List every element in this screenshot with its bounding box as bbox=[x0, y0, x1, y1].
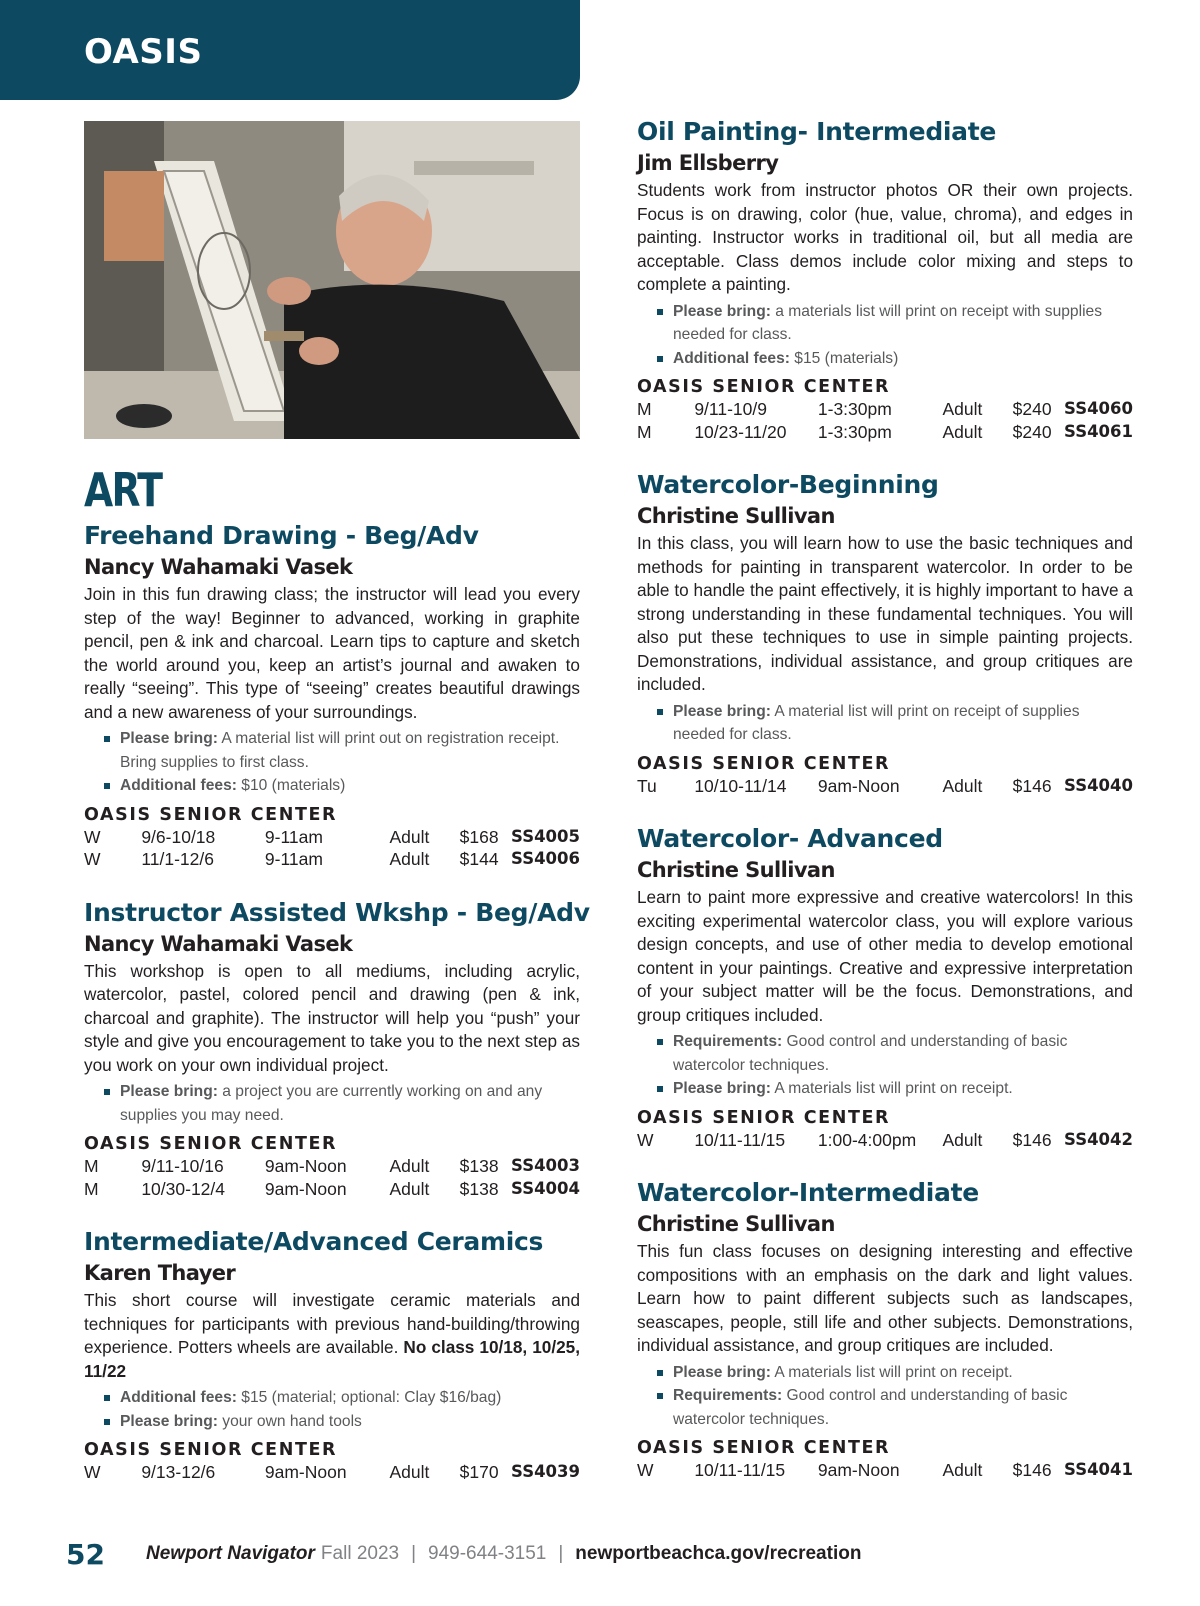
schedule-fee: $170 bbox=[459, 1462, 499, 1482]
course-title: Instructor Assisted Wkshp - Beg/Adv bbox=[84, 897, 590, 927]
schedule-day: M bbox=[637, 399, 652, 419]
schedule-age: Adult bbox=[942, 1460, 983, 1480]
course-code: SS4042 bbox=[1064, 1129, 1133, 1149]
note-text: A materials list will print on receipt. bbox=[770, 1363, 1013, 1381]
course-title: Watercolor- Advanced bbox=[637, 824, 943, 853]
location-name: OASIS SENIOR CENTER bbox=[84, 804, 338, 825]
schedule-row bbox=[84, 1178, 580, 1201]
course-intermediate-advanced-ceramics bbox=[84, 1226, 580, 1484]
schedule-day: Tu bbox=[637, 775, 657, 796]
note-item bbox=[104, 1080, 580, 1127]
website-link[interactable]: newportbeachca.gov/recreation bbox=[575, 1543, 862, 1564]
instructor-name: Christine Sullivan bbox=[637, 504, 835, 528]
schedule-dates: 9/6-10/18 bbox=[141, 826, 216, 847]
location-name: OASIS SENIOR CENTER bbox=[637, 1438, 891, 1458]
instructor-name: Christine Sullivan bbox=[637, 858, 835, 882]
location-name: OASIS SENIOR CENTER bbox=[637, 1107, 891, 1128]
schedule-day: M bbox=[637, 421, 652, 442]
course-description: This fun class focuses on designing interesting and effective compositions with an emphasis on the dark and light values. Learn how to paint different subjects such as landscapes, seascapes, people, still life and other subjects. Demonstrations, individual assistance, and group critiques are included. bbox=[637, 1241, 1133, 1355]
course-code: SS4060 bbox=[1064, 399, 1133, 418]
note-item bbox=[657, 1077, 1133, 1101]
course-notes bbox=[657, 1030, 1133, 1101]
publication-season: Fall 2023 bbox=[320, 1543, 400, 1564]
instructor-name: Christine Sullivan bbox=[637, 1212, 835, 1236]
schedule-fee: $146 bbox=[1012, 775, 1052, 796]
note-text: A material list will print on receipt of supplies needed for class. bbox=[673, 702, 1080, 743]
schedule-age: Adult bbox=[389, 1462, 430, 1482]
note-label: Additional fees: bbox=[673, 349, 790, 367]
schedule-time: 9am-Noon bbox=[264, 1156, 347, 1176]
note-text: your own hand tools bbox=[217, 1412, 362, 1430]
note-text: a project you are currently working on and any supplies you may need. bbox=[120, 1083, 543, 1124]
note-item bbox=[657, 1030, 1133, 1077]
course-watercolor-beginning bbox=[637, 469, 1133, 797]
schedule-age: Adult bbox=[942, 399, 983, 419]
note-label: Please bring: bbox=[673, 1363, 771, 1381]
section-header-tab bbox=[0, 0, 580, 100]
course-description: Join in this fun drawing class; the instructor will lead you every step of the way! Beginner to advanced, working in graphite pencil, pen & ink and charcoal. Learn tips to capture and sketch the world around you, keep an artist’s journal and awaken to really “seeing”. This type of “seeing” creates beautiful drawings and a new awareness of your surroundings. bbox=[84, 584, 580, 722]
note-text: A material list will print out on registration receipt. Bring supplies to first class. bbox=[120, 730, 560, 771]
note-item bbox=[657, 347, 1133, 371]
schedule-time: 1-3:30pm bbox=[817, 399, 892, 419]
schedule-fee: $240 bbox=[1012, 421, 1052, 442]
left-column bbox=[84, 463, 590, 1510]
course-notes bbox=[104, 1080, 580, 1127]
note-label: Please bring: bbox=[673, 1080, 771, 1097]
course-oil-painting-intermediate bbox=[637, 116, 1133, 443]
note-label: Requirements: bbox=[673, 1033, 783, 1050]
course-code: SS4004 bbox=[511, 1178, 580, 1198]
art-class-photo bbox=[84, 121, 580, 439]
schedule-day: W bbox=[84, 1462, 101, 1482]
schedule-row bbox=[84, 1461, 580, 1484]
schedule-row bbox=[84, 848, 580, 871]
course-description: Students work from instructor photos OR their own projects. Focus is on drawing, color (hue, value, chroma), and edges in painting. Instructor works in traditional oil, but all media are acceptable. Class demos include color mixing and steps to complete a painting. bbox=[637, 180, 1133, 294]
course-notes bbox=[657, 700, 1133, 747]
schedule-row bbox=[84, 826, 580, 849]
course-freehand-drawing bbox=[84, 520, 580, 871]
schedule-age: Adult bbox=[942, 775, 983, 796]
schedule-day: W bbox=[637, 1129, 654, 1150]
note-item bbox=[657, 700, 1133, 747]
schedule-day: M bbox=[84, 1178, 99, 1199]
note-text: $15 (materials) bbox=[789, 349, 899, 367]
course-code: SS4005 bbox=[511, 826, 580, 846]
note-label: Please bring: bbox=[673, 302, 771, 320]
schedule-dates: 11/1-12/6 bbox=[141, 849, 214, 869]
schedule-dates: 9/11-10/16 bbox=[141, 1156, 224, 1176]
location-name: OASIS SENIOR CENTER bbox=[637, 753, 891, 774]
schedule-time: 9am-Noon bbox=[264, 1462, 347, 1482]
note-item bbox=[104, 1410, 580, 1434]
note-label: Please bring: bbox=[673, 702, 771, 720]
note-text: Good control and understanding of basic watercolor techniques. bbox=[673, 1387, 1068, 1428]
course-description bbox=[84, 1289, 580, 1383]
location-name: OASIS SENIOR CENTER bbox=[84, 1134, 338, 1154]
schedule-dates: 9/11-10/9 bbox=[694, 399, 767, 419]
note-item bbox=[104, 727, 580, 774]
schedule-dates: 10/11-11/15 bbox=[694, 1129, 786, 1150]
location-name: OASIS SENIOR CENTER bbox=[84, 1440, 338, 1460]
course-code: SS4041 bbox=[1064, 1460, 1133, 1479]
note-label: Please bring: bbox=[120, 730, 218, 747]
note-text: a materials list will print on receipt with supplies needed for class. bbox=[673, 302, 1103, 343]
course-code: SS4006 bbox=[511, 849, 580, 868]
right-column bbox=[637, 116, 1133, 1508]
schedule-dates: 10/10-11/14 bbox=[694, 775, 787, 796]
instructor-name: Jim Ellsberry bbox=[637, 151, 779, 175]
course-description: This workshop is open to all mediums, including acrylic, watercolor, pastel, colored pencil and drawing (pen & ink, charcoal and graphite). The instructor will help you “push” your style and give you encouragement to take you to the next step as you work on your own individual project. bbox=[84, 960, 580, 1075]
schedule-age: Adult bbox=[942, 1129, 983, 1150]
schedule-fee: $168 bbox=[459, 826, 499, 847]
course-title: Intermediate/Advanced Ceramics bbox=[84, 1227, 544, 1256]
schedule-time: 9am-Noon bbox=[264, 1178, 347, 1199]
instructor-name: Nancy Wahamaki Vasek bbox=[84, 931, 353, 956]
publication-name: Newport Navigator bbox=[146, 1543, 315, 1564]
schedule-dates: 9/13-12/6 bbox=[141, 1462, 216, 1482]
note-item bbox=[657, 1361, 1133, 1385]
schedule-row bbox=[84, 1155, 580, 1178]
section-title: OASIS bbox=[84, 32, 203, 72]
schedule-time: 9-11am bbox=[264, 849, 323, 869]
note-item bbox=[657, 300, 1133, 347]
instructor-name: Karen Thayer bbox=[84, 1261, 236, 1285]
schedule-time: 9am-Noon bbox=[817, 1460, 900, 1480]
schedule-dates: 10/30-12/4 bbox=[141, 1178, 226, 1199]
location-name: OASIS SENIOR CENTER bbox=[637, 377, 891, 397]
course-title: Watercolor-Intermediate bbox=[637, 1178, 979, 1207]
note-item bbox=[657, 1384, 1133, 1431]
art-class-photo-illustration bbox=[84, 121, 580, 439]
schedule-fee: $240 bbox=[1012, 399, 1052, 419]
course-code: SS4061 bbox=[1064, 421, 1133, 441]
schedule-day: W bbox=[637, 1460, 654, 1480]
note-text: $10 (materials) bbox=[236, 777, 346, 794]
course-code: SS4040 bbox=[1064, 775, 1133, 795]
schedule-day: W bbox=[84, 849, 101, 869]
schedule-row bbox=[637, 398, 1133, 421]
schedule-fee: $144 bbox=[459, 849, 499, 869]
course-title: Watercolor-Beginning bbox=[637, 470, 939, 499]
course-code: SS4039 bbox=[511, 1462, 580, 1481]
schedule-row bbox=[637, 775, 1133, 798]
course-notes bbox=[657, 1361, 1133, 1432]
schedule-fee: $138 bbox=[459, 1178, 499, 1199]
note-text: Good control and understanding of basic watercolor techniques. bbox=[673, 1033, 1068, 1074]
page-number: 52 bbox=[66, 1537, 105, 1571]
schedule-row bbox=[637, 421, 1133, 444]
schedule-day: M bbox=[84, 1156, 99, 1176]
note-label: Additional fees: bbox=[120, 1389, 237, 1406]
schedule-time: 9-11am bbox=[264, 826, 323, 847]
schedule-row bbox=[637, 1129, 1133, 1152]
course-description: In this class, you will learn how to use the basic techniques and methods for painting in transparent watercolor. In order to be able to handle the paint effectively, it is highly important to have a strong understanding in these fundamental techniques. You will also put these techniques to use in simple painting projects. Demonstrations, individual assistance, and group critiques are included. bbox=[637, 533, 1133, 694]
schedule-time: 9am-Noon bbox=[817, 775, 900, 796]
description-text: This short course will investigate ceramic materials and techniques for participants with previous hand-building/throwing experience. Potters wheels are available. bbox=[84, 1290, 580, 1357]
instructor-name: Nancy Wahamaki Vasek bbox=[84, 555, 353, 579]
footer-separator: | bbox=[411, 1543, 417, 1564]
note-label: Please bring: bbox=[120, 1412, 218, 1430]
schedule-row bbox=[637, 1459, 1133, 1482]
schedule-time: 1-3:30pm bbox=[817, 421, 892, 442]
no-class-notice: No class 10/18, 10/25, 11/22 bbox=[84, 1337, 580, 1381]
note-label: Requirements: bbox=[673, 1387, 783, 1404]
course-title: Freehand Drawing - Beg/Adv bbox=[84, 521, 479, 550]
schedule-age: Adult bbox=[389, 1178, 430, 1199]
page-footer bbox=[66, 1534, 1166, 1574]
schedule-fee: $146 bbox=[1012, 1460, 1052, 1480]
schedule-fee: $146 bbox=[1012, 1129, 1052, 1150]
course-watercolor-advanced bbox=[637, 823, 1133, 1151]
schedule-dates: 10/23-11/20 bbox=[694, 421, 787, 442]
course-instructor-assisted-workshop bbox=[84, 897, 590, 1201]
footer-separator: | bbox=[558, 1543, 564, 1564]
course-notes bbox=[104, 727, 580, 798]
note-item bbox=[104, 774, 580, 798]
category-heading: ART bbox=[84, 463, 162, 517]
note-text: $15 (material; optional: Clay $16/bag) bbox=[236, 1389, 502, 1406]
note-text: A materials list will print on receipt. bbox=[770, 1080, 1013, 1097]
course-notes bbox=[657, 300, 1133, 371]
schedule-age: Adult bbox=[389, 849, 430, 869]
course-title: Oil Painting- Intermediate bbox=[637, 117, 997, 146]
schedule-age: Adult bbox=[389, 826, 430, 847]
schedule-time: 1:00-4:00pm bbox=[817, 1129, 917, 1150]
course-description: Learn to paint more expressive and creative watercolors! In this exciting experimental watercolor class, you will explore various design concepts, and use of other media to develop emotional content in your paintings. Creative and expressive interpretation of your subject matter will be the focus. Demonstrations, and group critiques included. bbox=[637, 887, 1133, 1025]
course-watercolor-intermediate bbox=[637, 1177, 1133, 1482]
schedule-fee: $138 bbox=[459, 1156, 499, 1176]
phone-number: 949-644-3151 bbox=[428, 1543, 547, 1564]
course-code: SS4003 bbox=[511, 1156, 580, 1175]
note-item bbox=[104, 1386, 580, 1410]
note-label: Additional fees: bbox=[120, 777, 237, 794]
course-notes bbox=[104, 1386, 580, 1433]
schedule-age: Adult bbox=[942, 421, 983, 442]
schedule-age: Adult bbox=[389, 1156, 430, 1176]
note-label: Please bring: bbox=[120, 1083, 218, 1100]
schedule-day: W bbox=[84, 826, 101, 847]
schedule-dates: 10/11-11/15 bbox=[694, 1460, 786, 1480]
